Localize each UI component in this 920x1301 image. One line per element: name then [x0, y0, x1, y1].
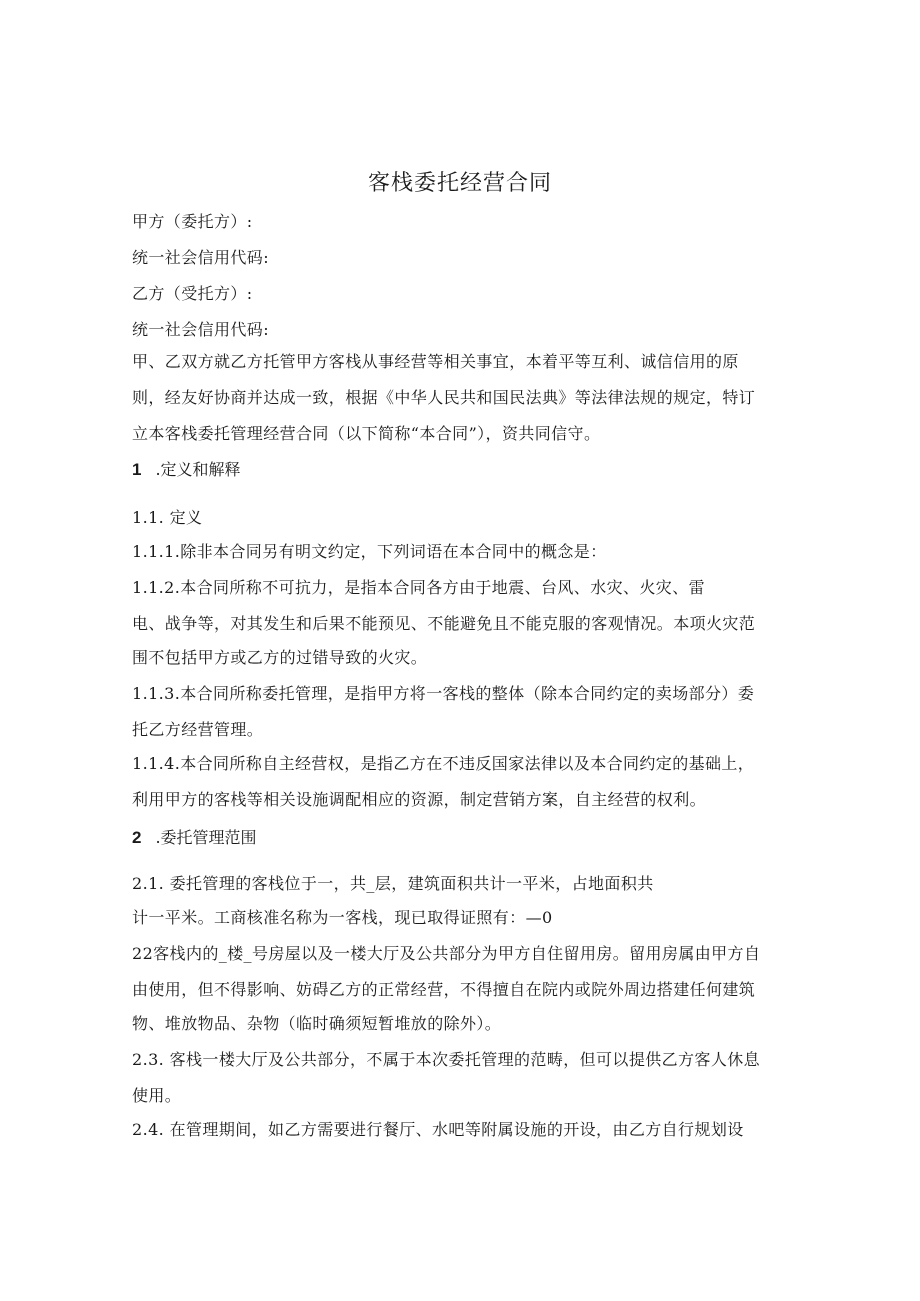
party-a-line: 甲方（委托方）:: [132, 212, 253, 231]
preamble-line-1: 甲、乙双方就乙方托管甲方客栈从事经营等相关事宜，本着平等互利、诚信信用的原: [132, 352, 739, 371]
section-1-title: .定义和解释: [155, 460, 241, 479]
clause-1-1-4-line-2: 利用甲方的客栈等相关设施调配相应的资源，制定营销方案，自主经营的权利。: [132, 790, 707, 809]
section-1-number: 1: [132, 460, 142, 479]
clause-2-3-line-1: 2.3. 客栈一楼大厅及公共部分，不属于本次委托管理的范畴，但可以提供乙方客人休息: [132, 1050, 761, 1069]
section-1-heading: [132, 460, 241, 480]
section-2-heading: [132, 828, 257, 848]
clause-2-1-line-1: 2.1. 委托管理的客栈位于一，共_层，建筑面积共计一平米，占地面积共: [132, 874, 654, 893]
clause-2-2-line-1: 22客栈内的_楼_号房屋以及一楼大厅及公共部分为甲方自住留用房。留用房属由甲方自: [132, 944, 761, 963]
clause-1-1-line: 1.1. 定义: [132, 508, 203, 527]
preamble-line-3: 立本客栈委托管理经营合同（以下简称“本合同”），资共同信守。: [132, 424, 601, 443]
clause-1-1-4-line-1: 1.1.4.本合同所称自主经营权，是指乙方在不违反国家法律以及本合同约定的基础上，: [132, 754, 755, 773]
clause-2-1-line-2: 计一平米。工商核准名称为一客栈，现已取得证照有：—0: [132, 908, 553, 927]
clause-1-1-3-line-1: 1.1.3.本合同所称委托管理，是指甲方将一客栈的整体（除本合同约定的卖场部分）委: [132, 684, 755, 703]
clause-1-1-2-line-2: 电、战争等，对其发生和后果不能预见、不能避免且不能克服的客观情况。本项火灾范: [132, 614, 756, 633]
clause-2-3-line-2: 使用。: [132, 1086, 182, 1105]
section-2-number: 2: [132, 828, 142, 847]
party-a-credit-code-line: 统一社会信用代码:: [132, 248, 269, 267]
preamble-line-2: 则，经友好协商并达成一致，根据《中华人民共和国民法典》等法律法规的规定，特订: [132, 388, 756, 407]
party-b-credit-code-line: 统一社会信用代码:: [132, 320, 269, 339]
clause-2-2-line-2: 由使用，但不得影响、妨碍乙方的正常经营，不得擅自在院内或院外周边搭建任何建筑: [132, 980, 756, 999]
clause-1-1-3-line-2: 托乙方经营管理。: [132, 720, 264, 739]
clause-1-1-1-line: 1.1.1.除非本合同另有明文约定，下列词语在本合同中的概念是：: [132, 542, 607, 561]
party-b-line: 乙方（受托方）:: [132, 284, 253, 303]
clause-2-4-line-1: 2.4. 在管理期间，如乙方需要进行餐厅、水吧等附属设施的开设，由乙方自行规划设: [132, 1120, 744, 1139]
clause-1-1-2-line-3: 围不包括甲方或乙方的过错导致的火灾。: [132, 648, 428, 667]
document-title: 客栈委托经营合同: [367, 171, 552, 196]
clause-1-1-2-line-1: 1.1.2.本合同所称不可抗力，是指本合同各方由于地震、台风、水灾、火灾、雷: [132, 578, 705, 597]
clause-2-2-line-3: 物、堆放物品、杂物（临时确须短暂堆放的除外）。: [132, 1014, 502, 1033]
section-2-title: .委托管理范围: [155, 828, 257, 847]
